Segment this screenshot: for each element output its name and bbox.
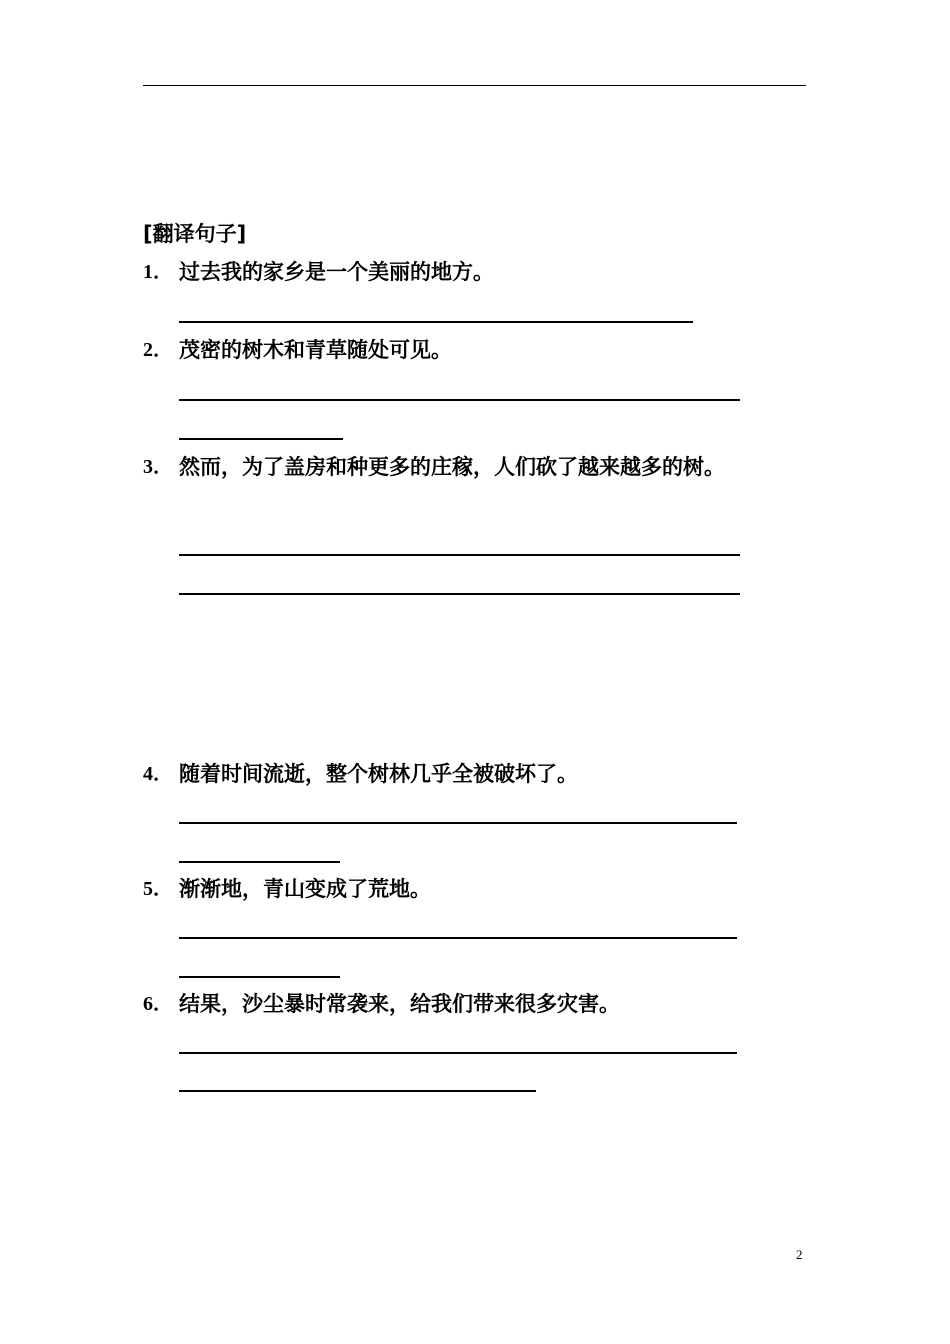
answer-blank-4a[interactable] bbox=[179, 822, 737, 824]
answer-blank-4b[interactable] bbox=[179, 861, 340, 863]
answer-blank-2a[interactable] bbox=[179, 399, 740, 401]
question-5-text: 渐渐地，青山变成了荒地。 bbox=[179, 877, 431, 901]
question-4-text: 随着时间流逝，整个树林几乎全被破坏了。 bbox=[179, 762, 578, 786]
section-heading: [翻译句子] bbox=[143, 222, 247, 246]
answer-blank-6b[interactable] bbox=[179, 1090, 536, 1092]
question-6-text: 结果，沙尘暴时常袭来，给我们带来很多灾害。 bbox=[179, 992, 620, 1016]
page-number: 2 bbox=[796, 1247, 803, 1262]
question-6-number: 6． bbox=[143, 993, 173, 1015]
header-rule bbox=[143, 85, 806, 86]
answer-blank-5b[interactable] bbox=[179, 976, 340, 978]
answer-blank-3b[interactable] bbox=[179, 593, 740, 595]
question-5-number: 5． bbox=[143, 878, 173, 900]
question-1-number: 1． bbox=[143, 261, 173, 283]
answer-blank-5a[interactable] bbox=[179, 937, 737, 939]
question-3-text: 然而，为了盖房和种更多的庄稼，人们砍了越来越多的树。 bbox=[179, 455, 725, 479]
question-2-number: 2． bbox=[143, 339, 173, 361]
answer-blank-3a[interactable] bbox=[179, 554, 740, 556]
question-2-text: 茂密的树木和青草随处可见。 bbox=[179, 338, 452, 362]
answer-blank-1a[interactable] bbox=[179, 321, 693, 323]
question-1-text: 过去我的家乡是一个美丽的地方。 bbox=[179, 260, 494, 284]
question-4-number: 4． bbox=[143, 763, 173, 785]
question-3-number: 3． bbox=[143, 456, 173, 478]
answer-blank-2b[interactable] bbox=[179, 438, 343, 440]
answer-blank-6a[interactable] bbox=[179, 1052, 737, 1054]
